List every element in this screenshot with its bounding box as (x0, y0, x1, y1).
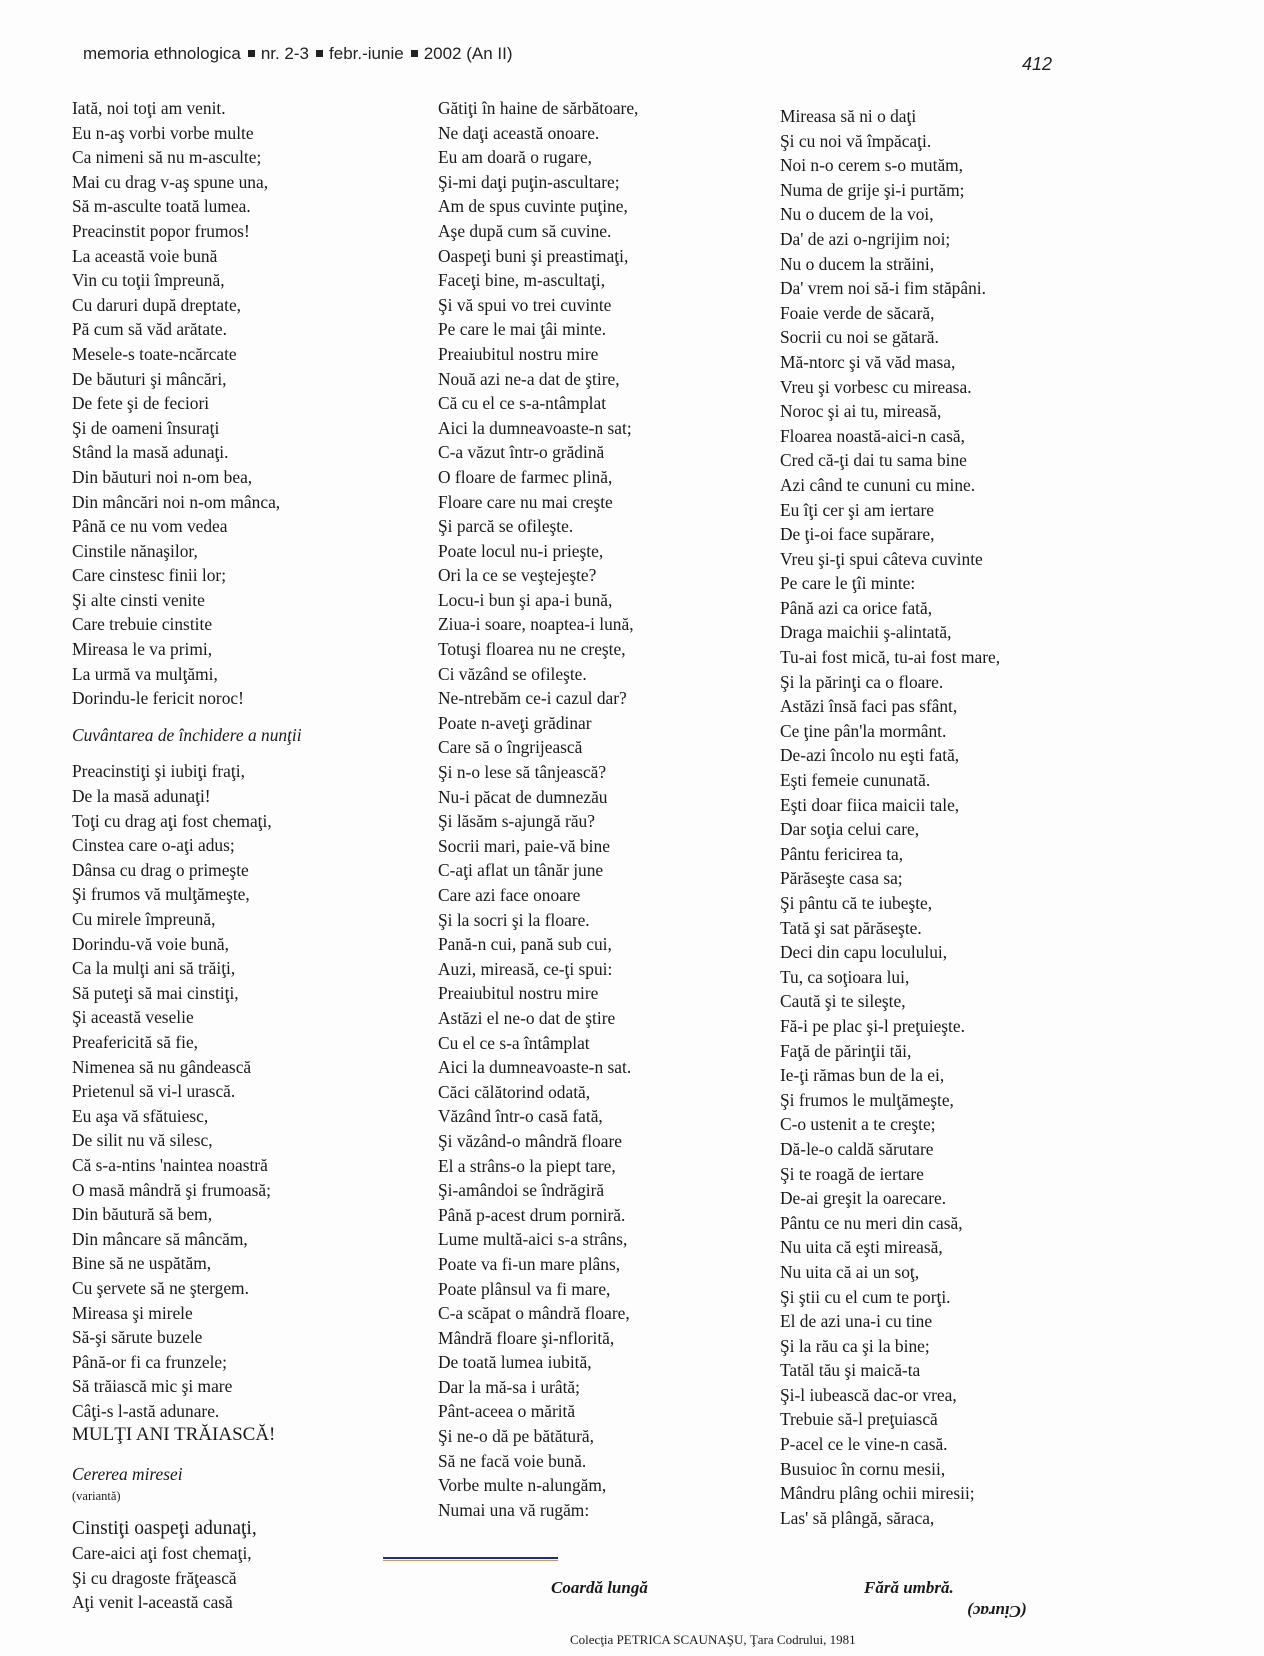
poem-line: Poate n-aveţi grădinar (438, 712, 592, 733)
poem-line: O masă mândră şi frumoasă; (72, 1179, 271, 1200)
poem-line: Şi ne-o dă pe bătătură, (438, 1426, 594, 1447)
poem-line: Din băuturi noi n-om bea, (72, 466, 253, 487)
poem-line: Dorindu-vă voie bună, (72, 933, 229, 954)
section-subtitle-variant: (variantă) (72, 1488, 121, 1503)
page-number: 412 (1022, 54, 1053, 74)
poem-line: Cu el ce s-a întâmplat (438, 1032, 590, 1053)
poem-line: Pă cum să văd arătate. (72, 319, 227, 340)
poem-line: Pe care le ţîi minte: (780, 573, 916, 594)
poem-line: Mai cu drag v-aş spune una, (72, 171, 269, 192)
poem-line: Ce ţine pân'la mormânt. (780, 720, 947, 741)
poem-line: Am de spus cuvinte puţine, (438, 196, 628, 217)
poem-line: Floare care nu mai creşte (438, 491, 613, 512)
poem-line: Preaiubitul nostru mire (438, 343, 599, 364)
poem-line: Care-aici aţi fost chemaţi, (72, 1543, 252, 1564)
poem-line: Să m-asculte toată lumea. (72, 196, 251, 217)
poem-line: Astăzi el ne-o dat de ştire (438, 1007, 616, 1028)
poem-line: Că s-a-ntins 'naintea noastră (72, 1154, 268, 1175)
poem-line: Preacinstiţi şi iubiţi fraţi, (72, 761, 245, 782)
poem-line: Numa de grije şi-i purtăm; (780, 179, 965, 200)
poem-line: Mireasa şi mirele (72, 1302, 193, 1323)
bullet-square-icon (248, 50, 255, 57)
poem-line: Vreu şi vorbesc cu mireasa. (780, 376, 972, 397)
poem-line: C-aţi aflat un tânăr june (438, 860, 604, 881)
poem-line: Totuşi floarea nu ne creşte, (438, 639, 626, 660)
poem-line: Faţă de părinţii tăi, (780, 1040, 912, 1061)
poem-line: Socrii cu noi se gătară. (780, 327, 939, 348)
poem-line: Şi la socri şi la floare. (438, 909, 590, 930)
poem-line: Fă-i pe plac şi-l preţuieşte. (780, 1015, 965, 1036)
poem-line: Mireasa să ni o daţi (780, 106, 917, 126)
poem-line: Ie-ţi rămas bun de la ei, (780, 1065, 945, 1086)
journal-name: memoria ethnologica (83, 44, 241, 63)
poem-line: Caută şi te sileşte, (780, 991, 906, 1012)
poem-line: Şi-amândoi se îndrăgiră (438, 1180, 605, 1201)
section-title-bride-request: Cererea miresei (72, 1464, 183, 1485)
poem-line: Şi frumos vă mulţămeşte, (72, 884, 250, 905)
poem-line: El de azi una-i cu tine (780, 1311, 933, 1332)
poem-line: Nu uita că ai un soţ, (780, 1261, 920, 1282)
poem-line: Să puteţi să mai cinstiţi, (72, 982, 239, 1003)
poem-line: Ne daţi această onoare. (438, 122, 600, 143)
poem-line: Eşti femeie cununată. (780, 770, 931, 791)
poem-line: Mesele-s toate-ncărcate (72, 343, 237, 364)
poem-line: Aţi venit l-această casă (72, 1592, 233, 1613)
poem-line: Nu o ducem la străini, (780, 253, 935, 274)
poem-line: Din mâncare să mâncăm, (72, 1228, 248, 1249)
poem-line: Pe care le mai ţâi minte. (438, 319, 607, 340)
poem-line: Preafericită să fie, (72, 1031, 199, 1052)
poem-line: Din băutură să bem, (72, 1204, 213, 1225)
poem-line: Şi parcă se ofileşte. (438, 516, 574, 537)
poem-line: Vreu şi-ţi spui câteva cuvinte (780, 548, 983, 569)
poem-line: Stând la masă adunaţi. (72, 442, 229, 463)
poem-line: Până azi ca orice fată, (780, 597, 933, 618)
poem-line: Las' să plângă, săraca, (780, 1507, 935, 1528)
poem-line: Aici la dumneavoaste-n sat; (438, 417, 632, 438)
poem-line: Draga maichii ş-alintată, (780, 622, 952, 643)
poem-line: De silit nu vă silesc, (72, 1130, 213, 1151)
poem-line: Până p-acest drum porniră. (438, 1204, 626, 1225)
figure-caption-left: Coardă lungă (551, 1578, 648, 1597)
poem-line: Nu-i păcat de dumnezău (438, 786, 608, 807)
poem-section-a (72, 96, 302, 711)
poem-line: Poate locul nu-i prieşte, (438, 540, 604, 561)
poem-line: Care trebuie cinstite (72, 614, 213, 635)
poem-line: Eu aşa vă sfătuiesc, (72, 1105, 209, 1126)
closing-line: MULŢI ANI TRĂIASCĂ! (72, 1424, 276, 1446)
poem-line: Faceţi bine, m-ascultaţi, (438, 270, 606, 291)
poem-line: Şi frumos le mulţămeşte, (780, 1089, 954, 1110)
poem-line: Bine să ne uspătăm, (72, 1253, 212, 1274)
poem-line: Nimenea să nu gândească (72, 1056, 252, 1077)
poem-line: Să-şi sărute buzele (72, 1327, 203, 1348)
poem-line: Şi-mi daţi puţin-ascultare; (438, 171, 620, 192)
column-3 (780, 104, 1000, 1530)
poem-line: Şi lăsăm s-ajungă rău? (438, 811, 595, 832)
poem-line: Iată, noi toţi am venit. (72, 98, 226, 118)
poem-line: De ţi-oi face supărare, (780, 524, 935, 545)
running-header (83, 44, 513, 64)
poem-line: Câţi-s l-astă adunare. (72, 1400, 220, 1421)
collection-credit: Colecţia PETRICA SCAUNAŞU, Ţara Codrului, 1981 (570, 1632, 856, 1647)
divider-rule (383, 1557, 558, 1559)
poem-line: Dorindu-le fericit noroc! (72, 688, 244, 709)
poem-line: Văzând într-o casă fată, (438, 1106, 603, 1127)
poem-line: Azi când te cununi cu mine. (780, 474, 976, 495)
figure-caption-right: Fără umbră. (864, 1578, 954, 1597)
poem-line: Aici la dumneavoaste-n sat. (438, 1057, 632, 1078)
poem-line: Care cinstesc finii lor; (72, 565, 227, 586)
poem-line: Şi cu noi vă împăcaţi. (780, 130, 932, 151)
poem-line: Preacinstit popor frumos! (72, 220, 250, 241)
poem-line: C-a scăpat o mândră floare, (438, 1303, 630, 1324)
issue-months: febr.-iunie (329, 44, 404, 63)
bullet-square-icon (316, 50, 323, 57)
poem-line: Cinstiţi oaspeţi adunaţi, (72, 1517, 257, 1539)
poem-line: Şi cu dragoste frăţească (72, 1567, 237, 1588)
poem-line: Care azi face onoare (438, 885, 581, 905)
poem-line: Preaiubitul nostru mire (438, 983, 599, 1004)
poem-line: Şi-l iubească dac-or vrea, (780, 1384, 957, 1405)
poem-line: De-azi încolo nu eşti fată, (780, 745, 960, 766)
poem-line: Tu, ca soţioara lui, (780, 966, 910, 987)
poem-line: O floare de farmec plină, (438, 466, 613, 487)
poem-line: Vin cu toţii împreună, (72, 270, 225, 291)
poem-line: Ca la mulţi ani să trăiţi, (72, 958, 236, 979)
poem-line: Tată şi sat părăseşte. (780, 917, 922, 938)
poem-line: Şi alte cinsti venite (72, 589, 205, 610)
poem-line: Socrii mari, paie-vă bine (438, 835, 610, 856)
issue-number: nr. 2-3 (260, 44, 310, 63)
poem-line: Busuioc în cornu mesii, (780, 1458, 946, 1479)
poem-line: Pântu ce nu meri din casă, (780, 1212, 963, 1233)
issue-year: 2002 (An II) (423, 44, 513, 63)
poem-column-3 (780, 104, 1000, 1530)
poem-line: Locu-i bun şi apa-i bună, (438, 589, 613, 610)
poem-line: De la masă adunaţi! (72, 786, 211, 807)
poem-line: La urmă va mulţămi, (72, 663, 218, 684)
poem-line: Gătiţi în haine de sărbătoare, (438, 98, 639, 118)
poem-line: Poate plânsul va fi mare, (438, 1278, 611, 1299)
poem-line: Şi la părinţi ca o floare. (780, 671, 944, 692)
section-title-closing-speech: Cuvântarea de închidere a nunţii (72, 724, 302, 745)
poem-line: Şi te roagă de iertare (780, 1163, 924, 1184)
poem-line: El a strâns-o la piept tare, (438, 1155, 616, 1176)
poem-line: Să trăiască mic şi mare (72, 1376, 233, 1397)
poem-line: Şi văzând-o mândră floare (438, 1130, 622, 1151)
bullet-square-icon (411, 50, 418, 57)
poem-line: Noi n-o cerem s-o mutăm, (780, 155, 964, 176)
poem-line: Noroc şi ai tu, mireasă, (780, 401, 942, 422)
poem-line: Poate va fi-un mare plâns, (438, 1253, 621, 1274)
poem-line: Şi pântu că te iubeşte, (780, 893, 933, 913)
poem-line: Cu mirele împreună, (72, 909, 216, 929)
divider-rule-accent (383, 1560, 558, 1561)
poem-line: Nu uita că eşti mireasă, (780, 1237, 943, 1258)
poem-section-c (72, 1517, 302, 1615)
poem-line: Şi de oameni însuraţi (72, 417, 220, 438)
poem-line: Nu o ducem de la voi, (780, 204, 934, 225)
poem-line: Şi vă spui vo trei cuvinte (438, 294, 612, 315)
poem-column-2 (438, 96, 638, 1522)
poem-line: Tu-ai fost mică, tu-ai fost mare, (780, 647, 1001, 668)
poem-line: Mândră floare şi-nflorită, (438, 1327, 615, 1348)
poem-line: Numai una vă rugăm: (438, 1499, 590, 1520)
poem-line: Mândru plâng ochii miresii; (780, 1483, 975, 1504)
poem-line: Eu n-aş vorbi vorbe multe (72, 122, 254, 143)
poem-line: Mă-ntorc şi vă văd masa, (780, 351, 956, 372)
poem-line: Lume multă-aici s-a strâns, (438, 1229, 628, 1250)
poem-line: Eşti doar fiica maicii tale, (780, 794, 960, 815)
poem-line: Şi n-o lese să tânjească? (438, 762, 607, 783)
poem-line: Cred că-ţi dai tu sama bine (780, 450, 967, 471)
poem-line: Aşe după cum să cuvine. (438, 220, 612, 241)
poem-line: De toată lumea iubită, (438, 1352, 592, 1373)
poem-line: Nouă azi ne-a dat de ştire, (438, 368, 620, 389)
poem-line: Da' vrem noi să-i fim stăpâni. (780, 278, 986, 299)
poem-line: Prietenul să vi-l urască. (72, 1081, 236, 1102)
poem-line: Auzi, mireasă, ce-ţi spui: (438, 958, 613, 979)
poem-line: Ne-ntrebăm ce-i cazul dar? (438, 688, 627, 709)
poem-line: Dă-le-o caldă sărutare (780, 1138, 934, 1159)
poem-line: De băuturi şi mâncări, (72, 368, 227, 389)
poem-line: Vorbe multe n-alungăm, (438, 1475, 607, 1496)
poem-line: C-o ustenit a te creşte; (780, 1114, 936, 1135)
poem-line: Ori la ce se veştejeşte? (438, 565, 597, 586)
figure-caption-inverted: (Ciurac) (967, 1602, 1027, 1621)
column-1 (72, 96, 302, 1615)
poem-line: Până ce nu vom vedea (72, 516, 228, 537)
poem-line: P-acel ce le vine-n casă. (780, 1434, 948, 1455)
poem-section-b (72, 759, 302, 1423)
poem-line: Astăzi însă faci pas sfânt, (780, 696, 958, 717)
poem-line: Eu îţi cer şi am iertare (780, 499, 935, 520)
poem-line: De fete şi de feciori (72, 393, 210, 414)
poem-line: La această voie bună (72, 245, 218, 266)
poem-line: Cinstile nănaşilor, (72, 540, 198, 561)
poem-line: Din mâncări noi n-om mânca, (72, 491, 281, 512)
poem-line: Foaie verde de săcară, (780, 302, 935, 323)
poem-line: Floarea noastă-aici-n casă, (780, 425, 965, 446)
poem-line: Ci văzând se ofileşte. (438, 663, 587, 684)
poem-line: Cu şervete să ne ştergem. (72, 1277, 249, 1298)
poem-line: Şi această veselie (72, 1007, 194, 1028)
poem-line: Cinstea care o-aţi adus; (72, 835, 235, 856)
poem-line: Şi la rău ca şi la bine; (780, 1335, 930, 1356)
poem-line: Mireasa le va primi, (72, 639, 213, 660)
poem-line: Deci din capu loculului, (780, 942, 948, 963)
poem-line: Şi ştii cu el cum te porţi. (780, 1286, 951, 1307)
poem-line: Pană-n cui, pană sub cui, (438, 934, 612, 955)
poem-line: Că cu el ce s-a-ntâmplat (438, 393, 607, 414)
poem-line: Pântu fericirea ta, (780, 843, 904, 864)
poem-line: Ca nimeni să nu m-asculte; (72, 147, 262, 168)
poem-line: Dar la mă-sa i urâtă; (438, 1376, 580, 1397)
poem-line: Până-or fi ca frunzele; (72, 1351, 227, 1372)
poem-line: Să ne facă voie bună. (438, 1450, 587, 1471)
poem-line: Căci călătorind odată, (438, 1081, 591, 1102)
poem-line: Toţi cu drag aţi fost chemaţi, (72, 810, 272, 831)
poem-line: Eu am doară o rugare, (438, 147, 593, 168)
poem-line: Oaspeţi buni şi preastimaţi, (438, 245, 629, 266)
poem-line: De-ai greşit la oarecare. (780, 1188, 947, 1209)
poem-line: Care să o îngrijească (438, 737, 583, 758)
poem-line: Trebuie să-l preţuiască (780, 1409, 938, 1430)
poem-line: C-a văzut într-o grădină (438, 442, 605, 463)
poem-line: Dânsa cu drag o primeşte (72, 859, 249, 880)
poem-line: Pânt-aceea o mărită (438, 1401, 576, 1422)
poem-line: Cu daruri după dreptate, (72, 294, 242, 315)
column-2 (438, 96, 638, 1522)
poem-line: Tatăl tău şi maică-ta (780, 1360, 921, 1381)
poem-line: Ziua-i soare, noaptea-i lună, (438, 614, 634, 635)
poem-line: Da' de azi o-ngrijim noi; (780, 228, 951, 249)
poem-line: Părăseşte casa sa; (780, 868, 903, 889)
poem-line: Dar soţia celui care, (780, 819, 920, 840)
